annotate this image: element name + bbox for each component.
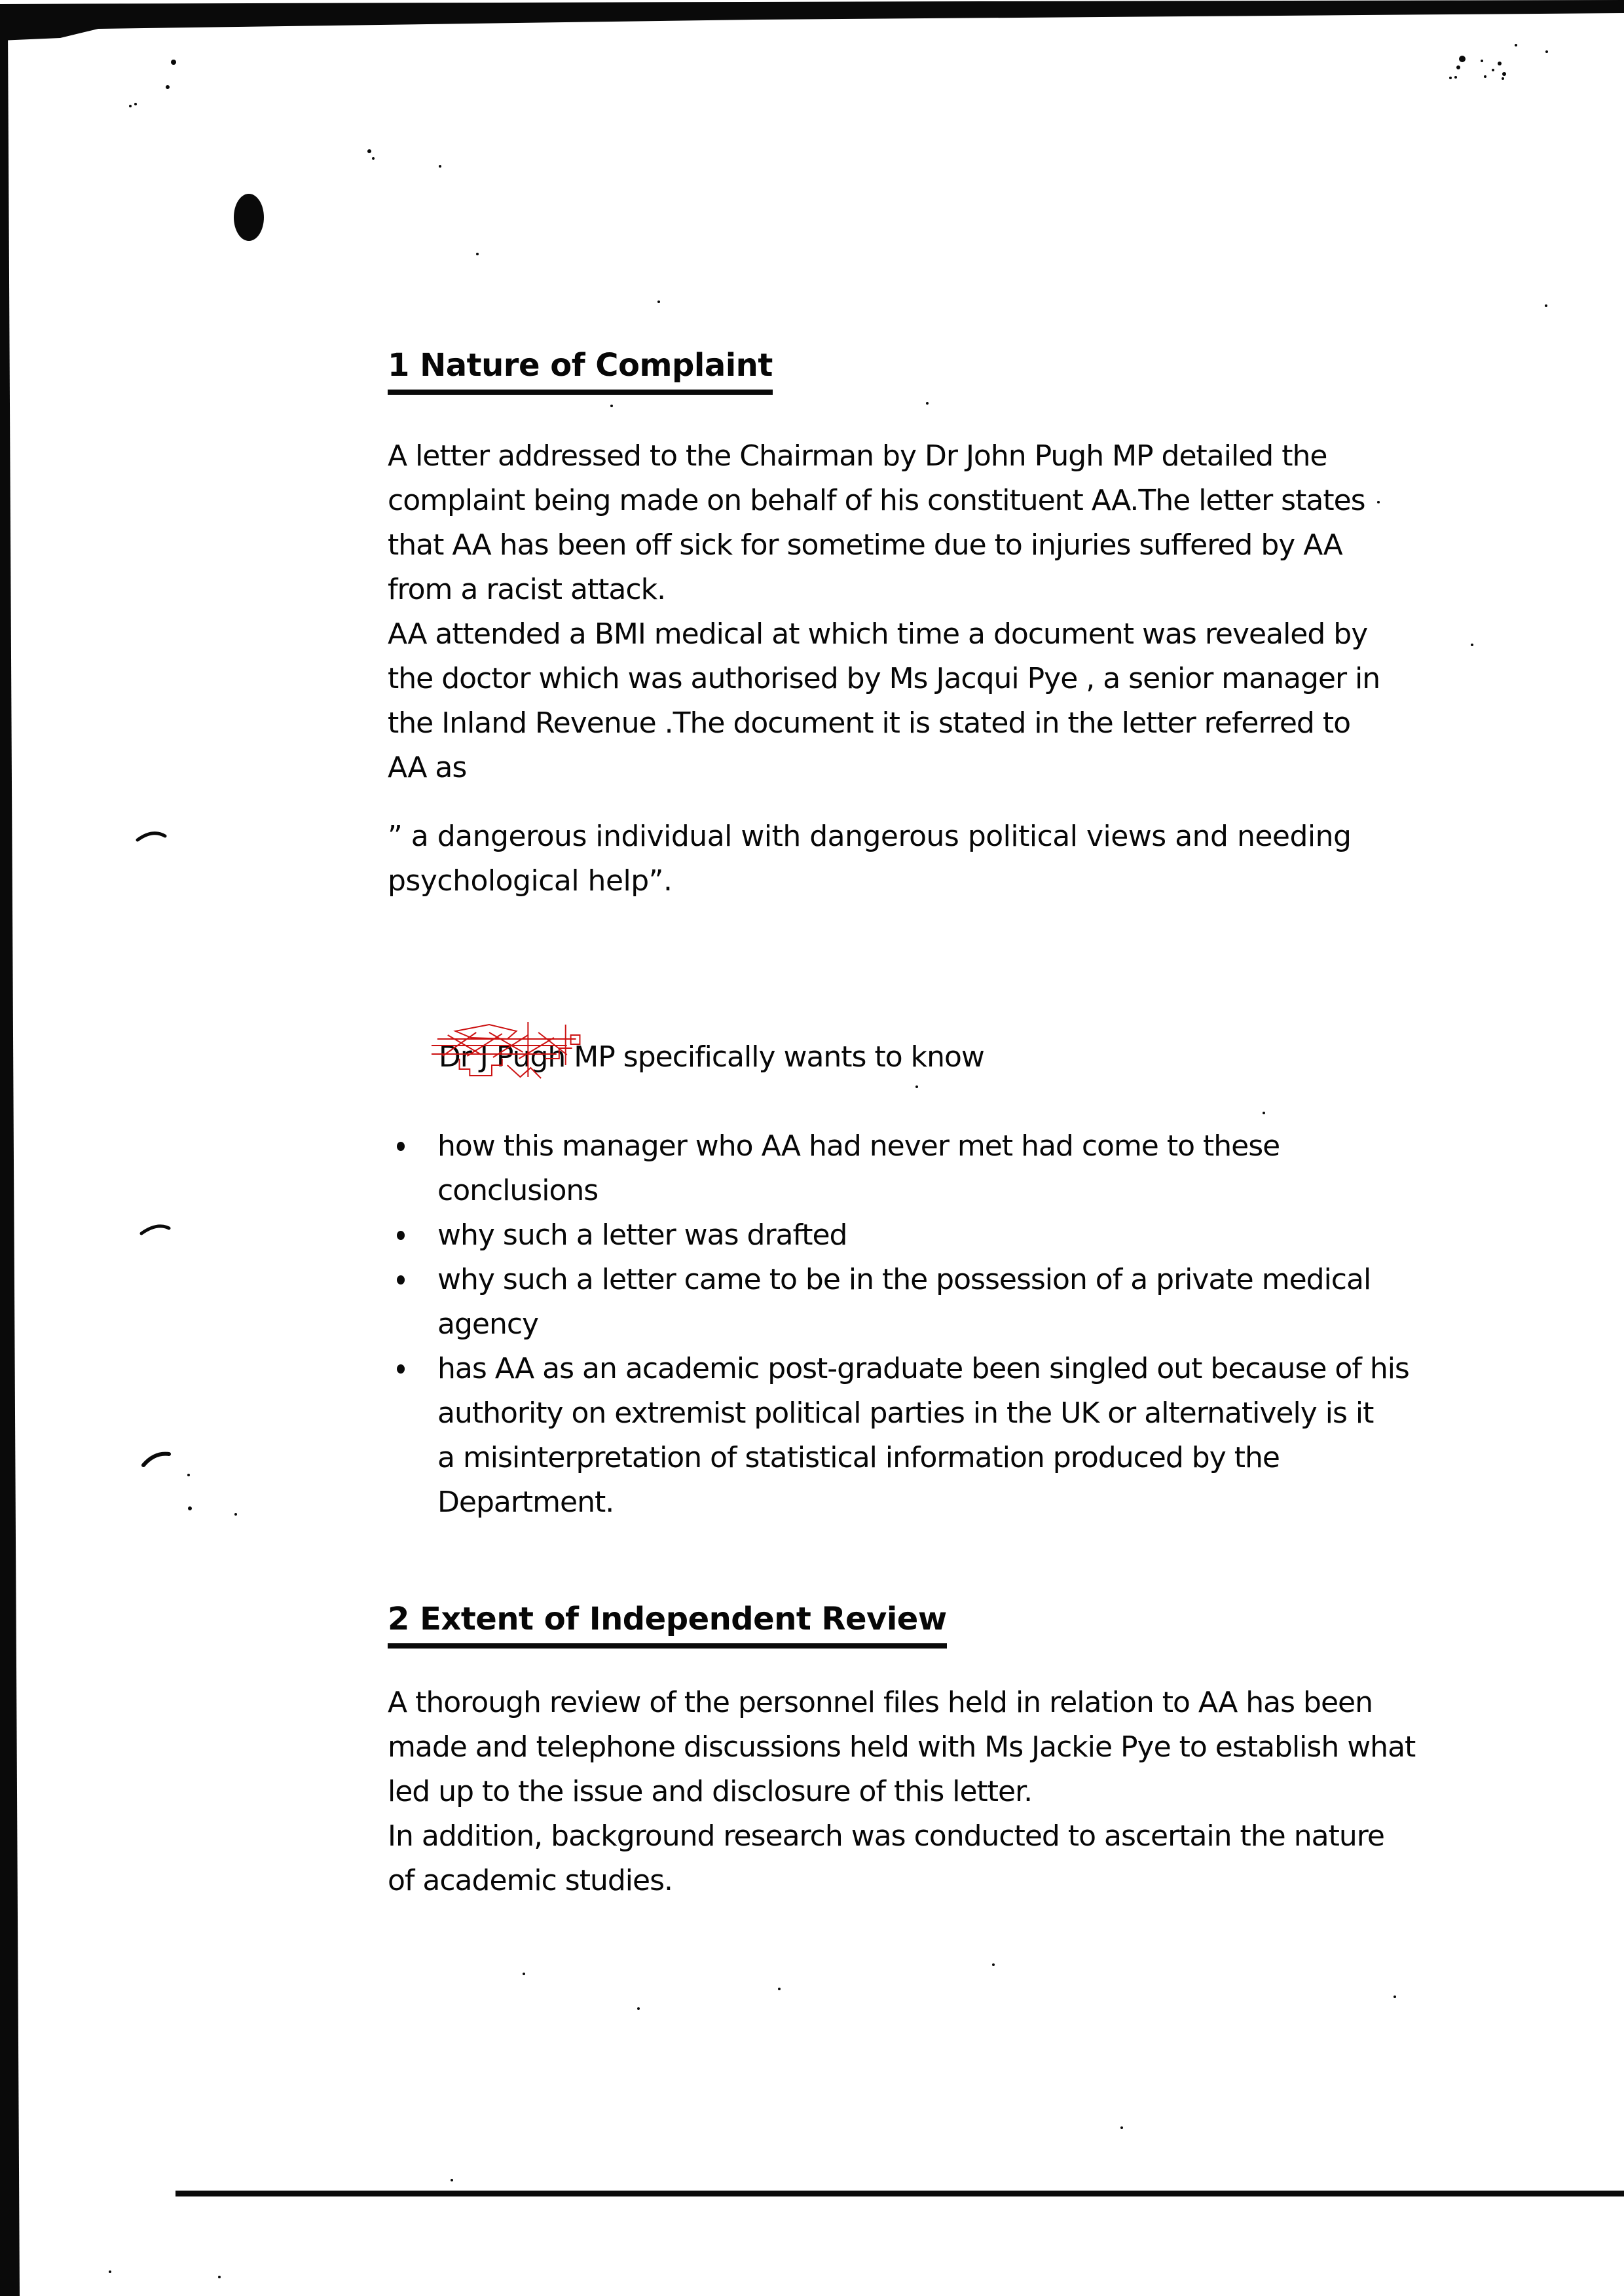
inquiry-bullet-list <box>397 1124 1409 1525</box>
bullet-line: a misinterpretation of statistical information produced by the <box>437 1441 1280 1474</box>
inquiry-prefix-text: Dr J Pugh <box>438 1040 566 1074</box>
text-line: AA attended a BMI medical at which time a document was revealed by <box>388 617 1368 651</box>
bullet-line: has AA as an academic post-graduate been singled out because of his <box>437 1352 1409 1385</box>
bullet-line: Department. <box>437 1485 614 1519</box>
punch-hole-dot <box>234 194 264 241</box>
bullet-line: authority on extremist political parties in the UK or alternatively is it <box>437 1396 1374 1430</box>
text-line: In addition, background research was conducted to ascertain the nature <box>388 1819 1384 1853</box>
text-line: led up to the issue and disclosure of this letter. <box>388 1775 1033 1808</box>
text-line: AA as <box>388 751 467 784</box>
text-line: made and telephone discussions held with Ms Jackie Pye to establish what <box>388 1730 1416 1764</box>
inquiry-rest-text: MP specifically wants to know <box>565 1040 984 1074</box>
bullet-icon <box>397 1231 405 1240</box>
list-item <box>397 1213 1409 1258</box>
text-line: A letter addressed to the Chairman by Dr John Pugh MP detailed the <box>388 439 1327 473</box>
top-scan-band <box>0 0 1624 41</box>
text-line: that AA has been off sick for sometime due to injuries suffered by AA <box>388 528 1342 562</box>
scribbled-name <box>439 1035 565 1080</box>
bottom-rule <box>175 2191 1624 2196</box>
section1-body <box>388 434 1380 790</box>
text-line: of academic studies. <box>388 1864 673 1897</box>
left-scan-strip <box>0 26 20 2296</box>
list-item <box>397 1258 1409 1347</box>
bullet-line: conclusions <box>437 1174 599 1207</box>
margin-flourish-1 <box>138 833 165 840</box>
margin-flourish-3 <box>143 1454 169 1465</box>
section2-body <box>388 1681 1415 1903</box>
quote-line: psychological help”. <box>388 864 673 898</box>
bullet-icon <box>397 1275 405 1285</box>
quoted-description <box>388 814 1351 903</box>
text-line: complaint being made on behalf of his constituent AA.The letter states <box>388 484 1365 517</box>
text-line: the doctor which was authorised by Ms Jacqui Pye , a senior manager in <box>388 662 1380 695</box>
text-line: from a racist attack. <box>388 573 666 606</box>
bullet-icon <box>397 1364 405 1374</box>
list-item <box>397 1347 1409 1525</box>
inquiry-line <box>388 991 984 1124</box>
bullet-line: why such a letter was drafted <box>437 1218 847 1252</box>
text-line: the Inland Revenue .The document it is stated in the letter referred to <box>388 706 1351 740</box>
bullet-line: how this manager who AA had never met had come to these <box>437 1129 1280 1163</box>
list-item <box>397 1124 1409 1213</box>
section2-heading: 2 Extent of Independent Review <box>388 1601 947 1649</box>
bullet-line: why such a letter came to be in the possession of a private medical <box>437 1263 1371 1296</box>
quote-line: ” a dangerous individual with dangerous political views and needing <box>388 820 1352 853</box>
bullet-line: agency <box>437 1307 539 1341</box>
bullet-icon <box>397 1142 405 1151</box>
margin-flourish-2 <box>141 1226 169 1233</box>
section1-heading: 1 Nature of Complaint <box>388 348 773 395</box>
text-line: A thorough review of the personnel files held in relation to AA has been <box>388 1686 1373 1719</box>
